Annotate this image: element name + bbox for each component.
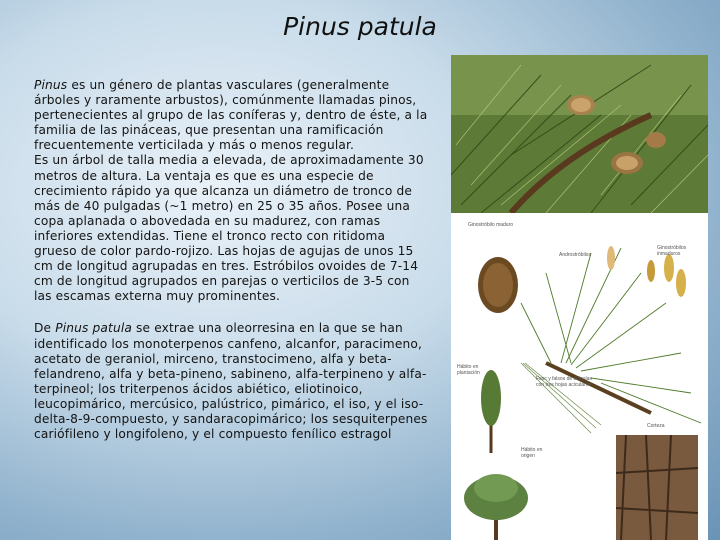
genus-name: Pinus bbox=[34, 78, 68, 92]
paragraph-definition bbox=[34, 78, 429, 153]
pine-branch-photo-image bbox=[451, 55, 708, 213]
label-androstrobiles: Androstróbilos bbox=[559, 252, 591, 258]
paragraph-description: Es un árbol de talla media a elevada, de aproximadamente 30 metros de altura. La ventaja es que es una especie de crecimiento rápido ya que alcanza un diámetro de tronco de más de 40 pulgadas (~1 metro) en 25 o 35 años. Posee una copa aplanada o abovedada en su madurez, con ramas inferiores extendidas. Tiene el tronco recto con ritidoma grueso de color pardo-rojizo. Las hojas de agujas de unos 15 cm de longitud agrupadas en tres. Estróbilos ovoides de 7-14 cm de longitud agrupados en parejas o verticilos de 3-5 con las escamas externa muy prominentes. bbox=[34, 153, 424, 304]
label-bark: Corteza bbox=[647, 423, 665, 429]
pine-branch-photo bbox=[451, 55, 708, 213]
paragraph-gap bbox=[34, 304, 429, 321]
oleoresin-text: se extrae una oleorresina en la que se han identificado los monoterpenos canfeno, alcanfor, paracimeno, acetato de geraniol, mirceno, transtocimeno, alfa y beta-felandreno, alfa y beta-pineno, sabineno, alfa-terpineno y alfa-terpineol; los triterpenos ácidos abiético, eliotinoico, leucopimárico, mercúsico, palústrico, pimárico, el iso, y el iso-delta-8-9-compuesto, y sandaracopimárico; los sesquiterpenes cariófileno y longifoleno, y el compuesto fenílico estragol bbox=[34, 321, 428, 442]
botanical-illustration bbox=[451, 213, 708, 540]
label-plantation-habit: Hábito en plantación bbox=[457, 364, 480, 376]
label-needle-fascicle: Fasc y falsos de acículas con tres hojas aciculares bbox=[536, 376, 592, 388]
paragraph-oleoresin bbox=[34, 321, 429, 442]
label-origin-habit: Hábito en origen bbox=[521, 447, 543, 459]
oleoresin-prefix: De bbox=[34, 321, 56, 336]
label-immature-cones: Ginostróbilos inmaduros bbox=[657, 245, 687, 257]
definition-text-a: es un género de plantas vasculares (generalmente árboles y raramente arbustos), comúnmente llamadas bbox=[34, 78, 390, 108]
slide-title: Pinus patula bbox=[283, 12, 437, 41]
species-name: Pinus patula bbox=[55, 321, 132, 336]
label-mature-cone: Ginostróbilo maduro bbox=[468, 222, 514, 228]
definition-text-b: , pertenecientes al grupo de las coníferas y, dentro de éste, a la familia de las pináceas, que presentan una ramificación frecuentemente verticilada y más o menos regular. bbox=[34, 93, 428, 153]
body-text bbox=[34, 78, 429, 442]
pinos-term: pinos bbox=[378, 93, 413, 108]
